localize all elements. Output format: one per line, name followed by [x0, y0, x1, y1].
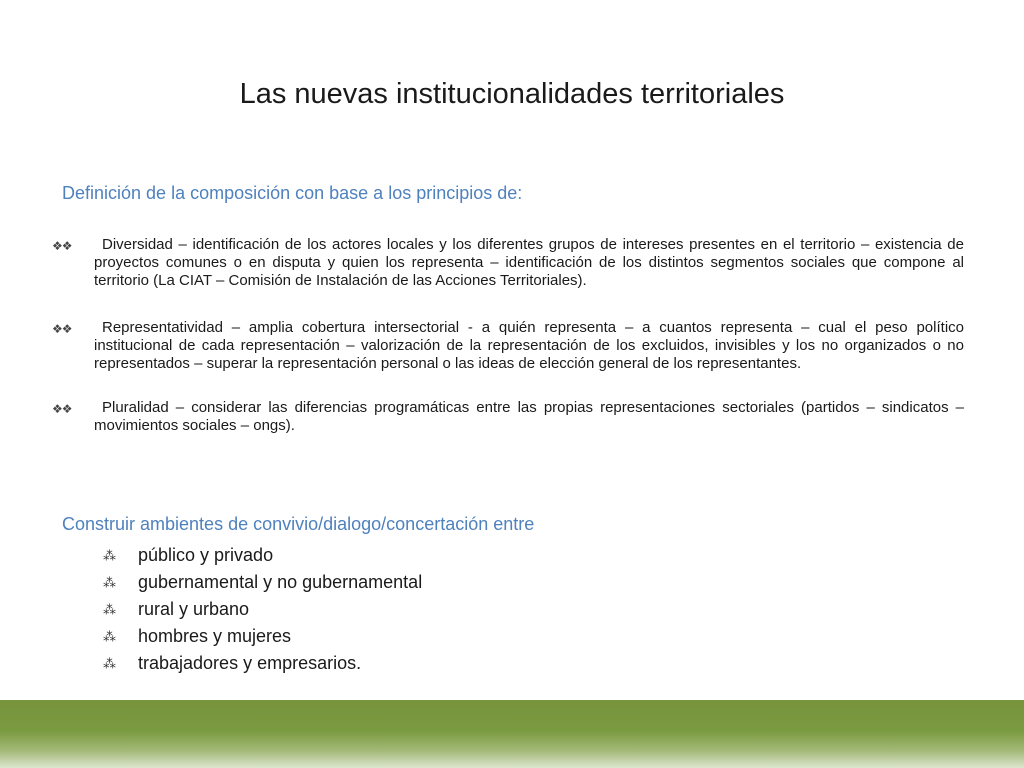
pair-item: [103, 542, 422, 569]
pair-label: público y privado: [138, 545, 274, 565]
pair-item: [103, 596, 422, 623]
composition-heading: Definición de la composición con base a los principios de:: [62, 183, 523, 203]
pair-label: gubernamental y no gubernamental: [138, 572, 423, 592]
principles-list: [52, 236, 964, 464]
principle-text: Diversidad – identificación de los actores locales y los diferentes grupos de intereses presentes en el territorio – existencia de proyectos comunes o en disputa y quien los representa – identificación de los distintos segmentos sociales que compone al territorio (La CIAT – Comisión de Instalación de las Acciones Territoriales).: [94, 236, 964, 289]
pair-label: hombres y mujeres: [138, 626, 292, 646]
diamond-bullet-icon: ❖❖: [52, 402, 72, 416]
pair-label: rural y urbano: [138, 599, 250, 619]
diamond-bullet-icon: ❖❖: [52, 239, 72, 253]
principle-item: [52, 236, 964, 290]
pair-label: trabajadores y empresarios.: [138, 653, 362, 673]
sparkle-bullet-icon: ⁂: [103, 574, 116, 590]
principle-text: Representatividad – amplia cobertura intersectorial - a quién representa – a cuantos representa – cual el peso político institucional de cada representación – valorización de la representación de los excluidos, invisibles y los no organizados o no representados – superar la representación personal o las ideas de elección general de los representantes.: [94, 319, 964, 372]
footer-band: [0, 700, 1024, 768]
pair-item: [103, 569, 422, 596]
slide-title: Las nuevas institucionalidades territoriales: [239, 78, 785, 110]
diamond-bullet-icon: ❖❖: [52, 322, 72, 336]
coexistence-heading: Construir ambientes de convivio/dialogo/concertación entre: [62, 514, 535, 534]
pair-item: [103, 650, 422, 677]
pair-item: [103, 623, 422, 650]
principle-item: [52, 399, 964, 435]
principle-item: [52, 319, 964, 373]
pairs-list: [103, 542, 422, 677]
sparkle-bullet-icon: ⁂: [103, 547, 116, 563]
sparkle-bullet-icon: ⁂: [103, 655, 116, 671]
principle-text: Pluralidad – considerar las diferencias programáticas entre las propias representaciones sectoriales (partidos – sindicatos – movimientos sociales – ongs).: [94, 399, 964, 434]
sparkle-bullet-icon: ⁂: [103, 601, 116, 617]
sparkle-bullet-icon: ⁂: [103, 628, 116, 644]
